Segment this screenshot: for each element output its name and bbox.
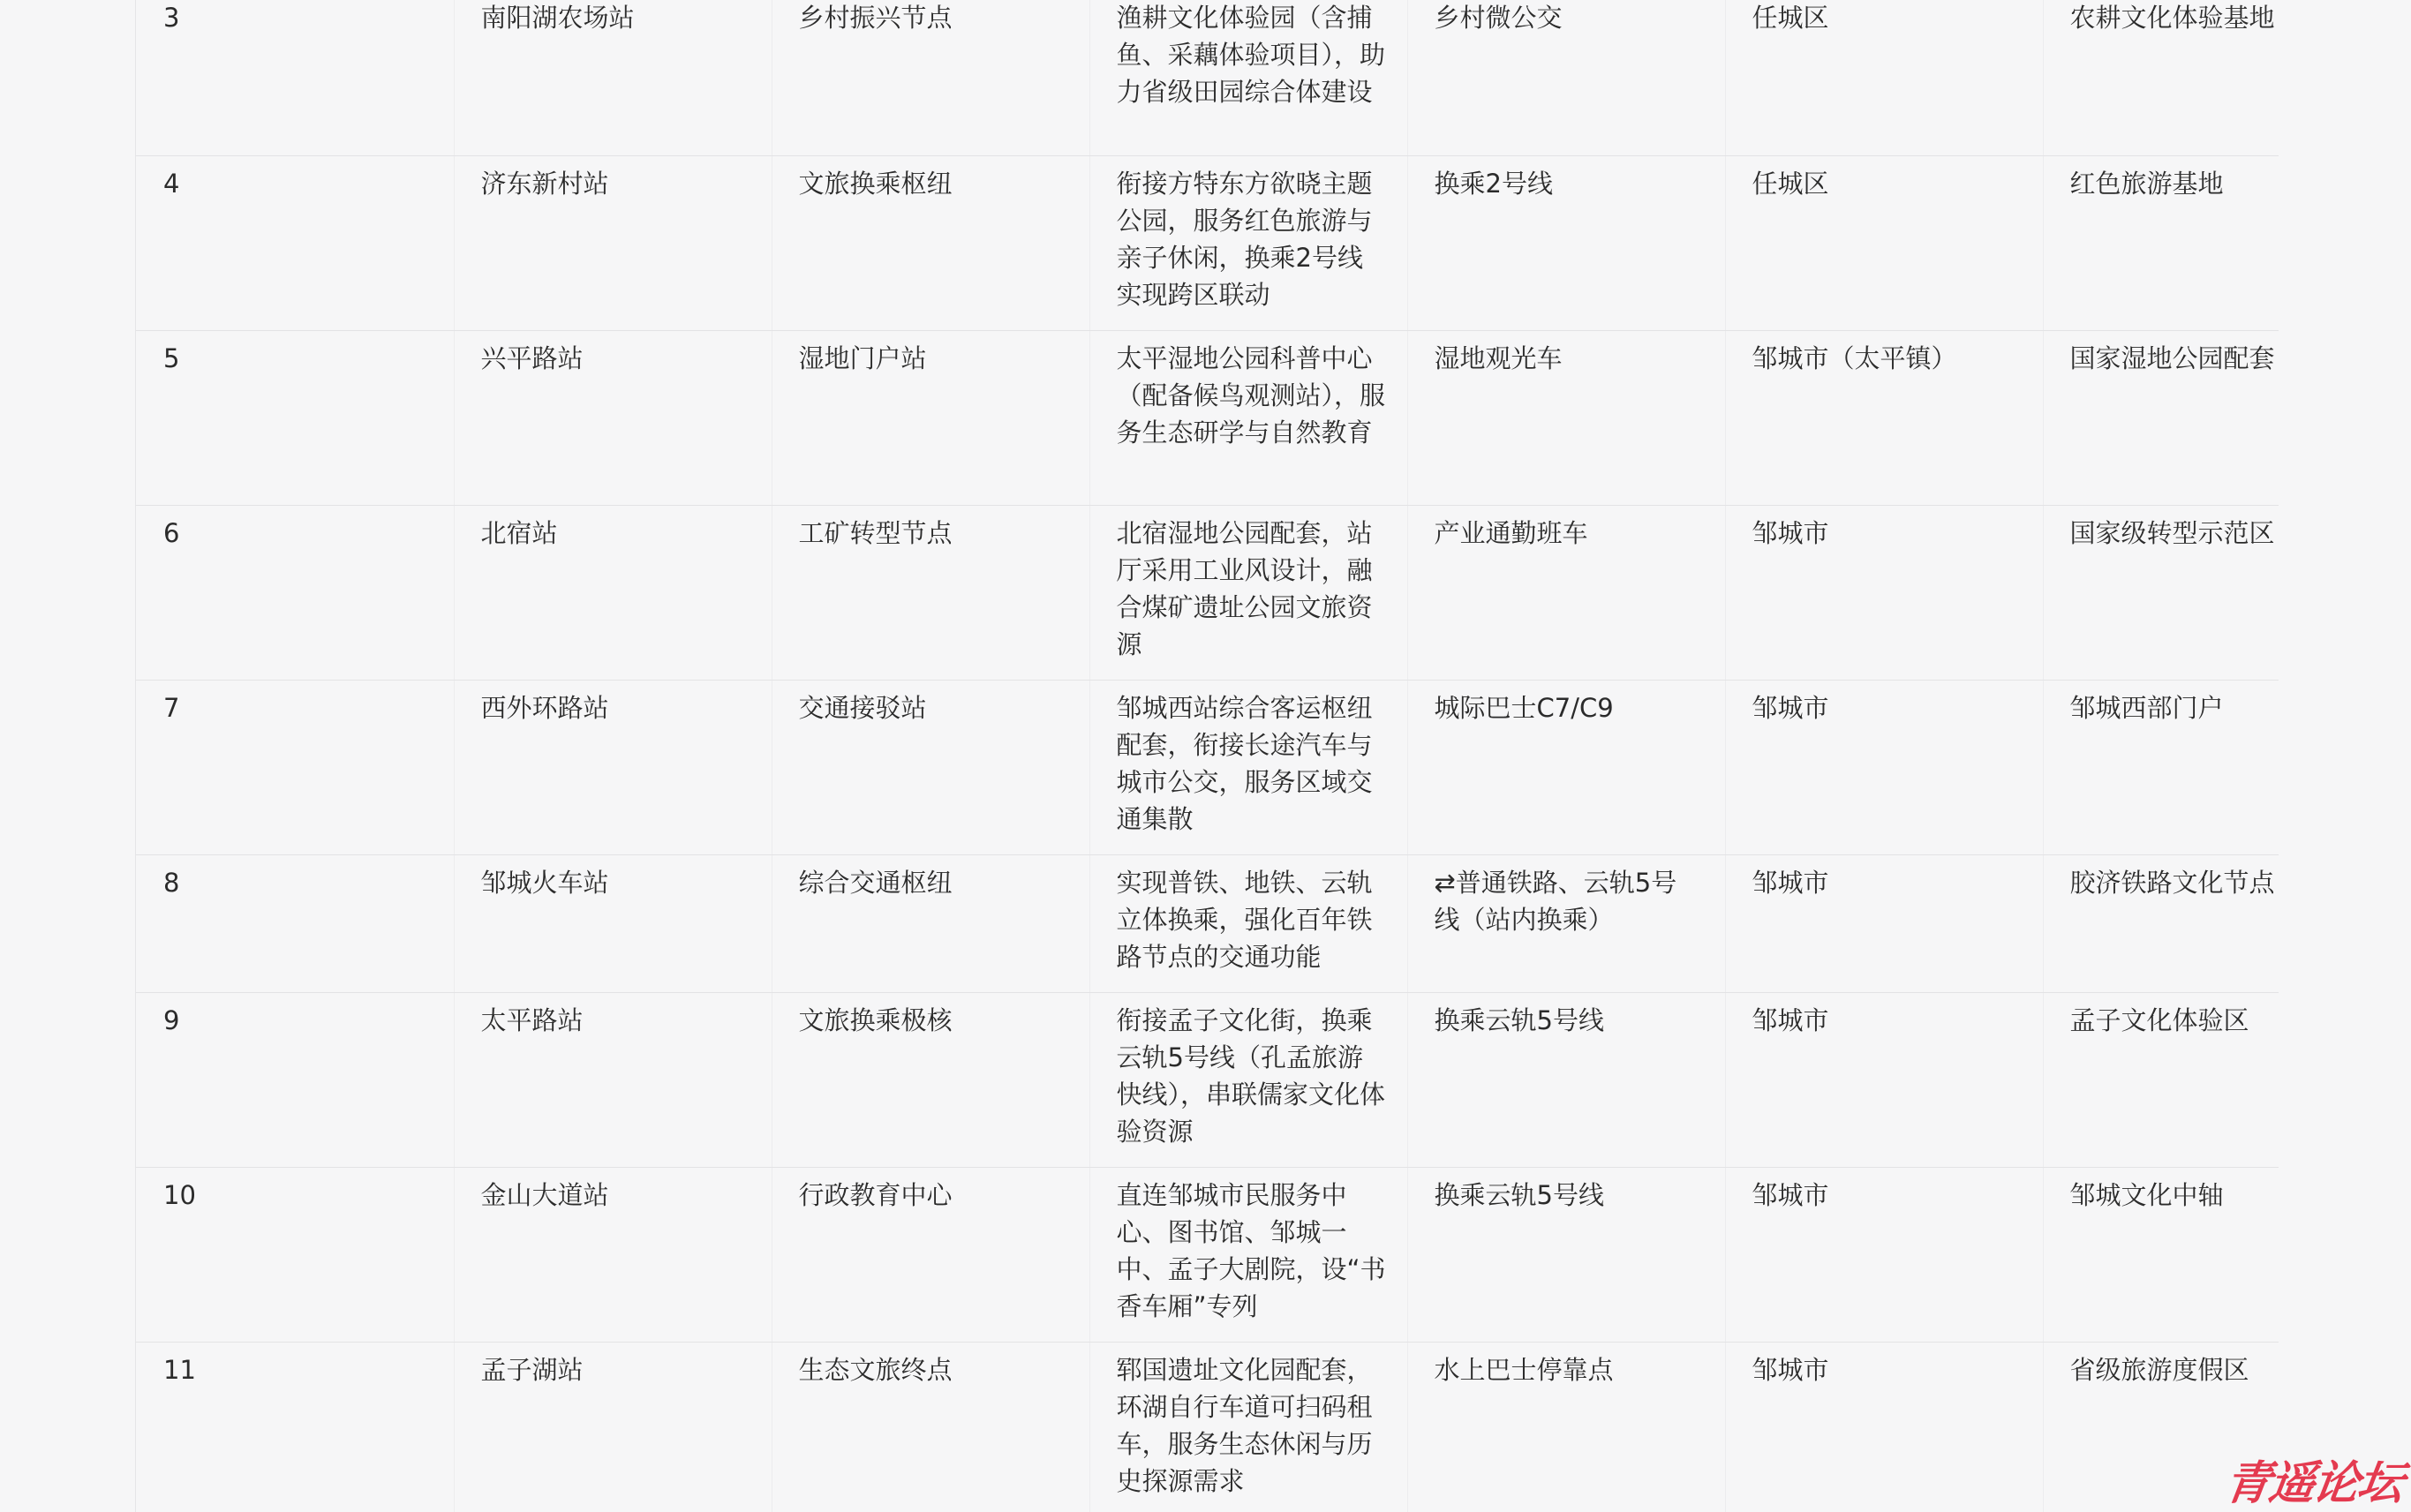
cell-station-number: 9 xyxy=(136,992,454,1167)
cell-cultural-positioning: 胶济铁路文化节点 xyxy=(2043,854,2279,992)
cell-station-description: 衔接方特东方欲晓主题公园，服务红色旅游与亲子休闲，换乘2号线实现跨区联动 xyxy=(1089,155,1407,330)
cell-station-description: 郓国遗址文化园配套，环湖自行车道可扫码租车，服务生态休闲与历史探源需求 xyxy=(1089,1342,1407,1512)
cell-district: 邹城市 xyxy=(1725,992,2043,1167)
cell-cultural-positioning: 邹城文化中轴 xyxy=(2043,1167,2279,1342)
cell-district: 邹城市（太平镇） xyxy=(1725,330,2043,505)
cell-district: 任城区 xyxy=(1725,155,2043,330)
cell-transfer-connection: 湿地观光车 xyxy=(1407,330,1725,505)
cell-district: 邹城市 xyxy=(1725,854,2043,992)
cell-district: 邹城市 xyxy=(1725,680,2043,854)
forum-watermark-logo: 青遥论坛 xyxy=(2220,1456,2406,1510)
cell-station-role: 交通接驳站 xyxy=(772,680,1089,854)
cell-station-role: 湿地门户站 xyxy=(772,330,1089,505)
cell-station-name: 兴平路站 xyxy=(454,330,772,505)
cell-station-number: 4 xyxy=(136,155,454,330)
cell-station-role: 生态文旅终点 xyxy=(772,1342,1089,1512)
cell-station-role: 工矿转型节点 xyxy=(772,505,1089,680)
cell-station-description: 直连邹城市民服务中心、图书馆、邹城一中、孟子大剧院，设“书香车厢”专列 xyxy=(1089,1167,1407,1342)
cell-district: 邹城市 xyxy=(1725,1342,2043,1512)
cell-cultural-positioning: 国家级转型示范区 xyxy=(2043,505,2279,680)
cell-station-role: 综合交通枢纽 xyxy=(772,854,1089,992)
table-row xyxy=(136,330,2279,505)
cell-station-name: 西外环路站 xyxy=(454,680,772,854)
station-table-body xyxy=(136,0,2279,1512)
cell-district: 邹城市 xyxy=(1725,505,2043,680)
table-row xyxy=(136,155,2279,330)
cell-station-name: 济东新村站 xyxy=(454,155,772,330)
cell-station-description: 太平湿地公园科普中心（配备候鸟观测站），服务生态研学与自然教育 xyxy=(1089,330,1407,505)
cell-station-name: 邹城火车站 xyxy=(454,854,772,992)
station-table-container xyxy=(135,0,2279,1512)
table-row xyxy=(136,505,2279,680)
cell-transfer-connection: 换乘云轨5号线 xyxy=(1407,992,1725,1167)
cell-station-number: 3 xyxy=(136,0,454,155)
cell-station-name: 太平路站 xyxy=(454,992,772,1167)
cell-transfer-connection: 乡村微公交 xyxy=(1407,0,1725,155)
cell-cultural-positioning: 红色旅游基地 xyxy=(2043,155,2279,330)
cell-station-number: 6 xyxy=(136,505,454,680)
cell-transfer-connection: ⇄普通铁路、云轨5号线（站内换乘） xyxy=(1407,854,1725,992)
cell-district: 邹城市 xyxy=(1725,1167,2043,1342)
cell-station-description: 衔接孟子文化街，换乘云轨5号线（孔孟旅游快线），串联儒家文化体验资源 xyxy=(1089,992,1407,1167)
cell-station-role: 乡村振兴节点 xyxy=(772,0,1089,155)
cell-transfer-connection: 产业通勤班车 xyxy=(1407,505,1725,680)
cell-cultural-positioning: 孟子文化体验区 xyxy=(2043,992,2279,1167)
station-table xyxy=(136,0,2279,1512)
cell-station-number: 7 xyxy=(136,680,454,854)
cell-station-description: 渔耕文化体验园（含捕鱼、采藕体验项目），助力省级田园综合体建设 xyxy=(1089,0,1407,155)
table-row xyxy=(136,1342,2279,1512)
cell-cultural-positioning: 国家湿地公园配套 xyxy=(2043,330,2279,505)
cell-cultural-positioning: 省级旅游度假区 xyxy=(2043,1342,2279,1512)
cell-station-role: 行政教育中心 xyxy=(772,1167,1089,1342)
cell-district: 任城区 xyxy=(1725,0,2043,155)
cell-station-number: 10 xyxy=(136,1167,454,1342)
cell-station-description: 北宿湿地公园配套，站厅采用工业风设计，融合煤矿遗址公园文旅资源 xyxy=(1089,505,1407,680)
cell-station-name: 南阳湖农场站 xyxy=(454,0,772,155)
cell-transfer-connection: 水上巴士停靠点 xyxy=(1407,1342,1725,1512)
cell-station-description: 实现普铁、地铁、云轨立体换乘，强化百年铁路节点的交通功能 xyxy=(1089,854,1407,992)
cell-transfer-connection: 换乘2号线 xyxy=(1407,155,1725,330)
cell-station-name: 北宿站 xyxy=(454,505,772,680)
cell-cultural-positioning: 邹城西部门户 xyxy=(2043,680,2279,854)
table-row xyxy=(136,0,2279,155)
table-row xyxy=(136,992,2279,1167)
cell-station-number: 11 xyxy=(136,1342,454,1512)
cell-station-role: 文旅换乘极核 xyxy=(772,992,1089,1167)
cell-transfer-connection: 换乘云轨5号线 xyxy=(1407,1167,1725,1342)
cell-station-role: 文旅换乘枢纽 xyxy=(772,155,1089,330)
table-row xyxy=(136,854,2279,992)
cell-station-description: 邹城西站综合客运枢纽配套，衔接长途汽车与城市公交，服务区域交通集散 xyxy=(1089,680,1407,854)
cell-station-number: 5 xyxy=(136,330,454,505)
cell-station-name: 金山大道站 xyxy=(454,1167,772,1342)
table-row xyxy=(136,1167,2279,1342)
cell-cultural-positioning: 农耕文化体验基地 xyxy=(2043,0,2279,155)
cell-transfer-connection: 城际巴士C7/C9 xyxy=(1407,680,1725,854)
cell-station-name: 孟子湖站 xyxy=(454,1342,772,1512)
cell-station-number: 8 xyxy=(136,854,454,992)
table-row xyxy=(136,680,2279,854)
